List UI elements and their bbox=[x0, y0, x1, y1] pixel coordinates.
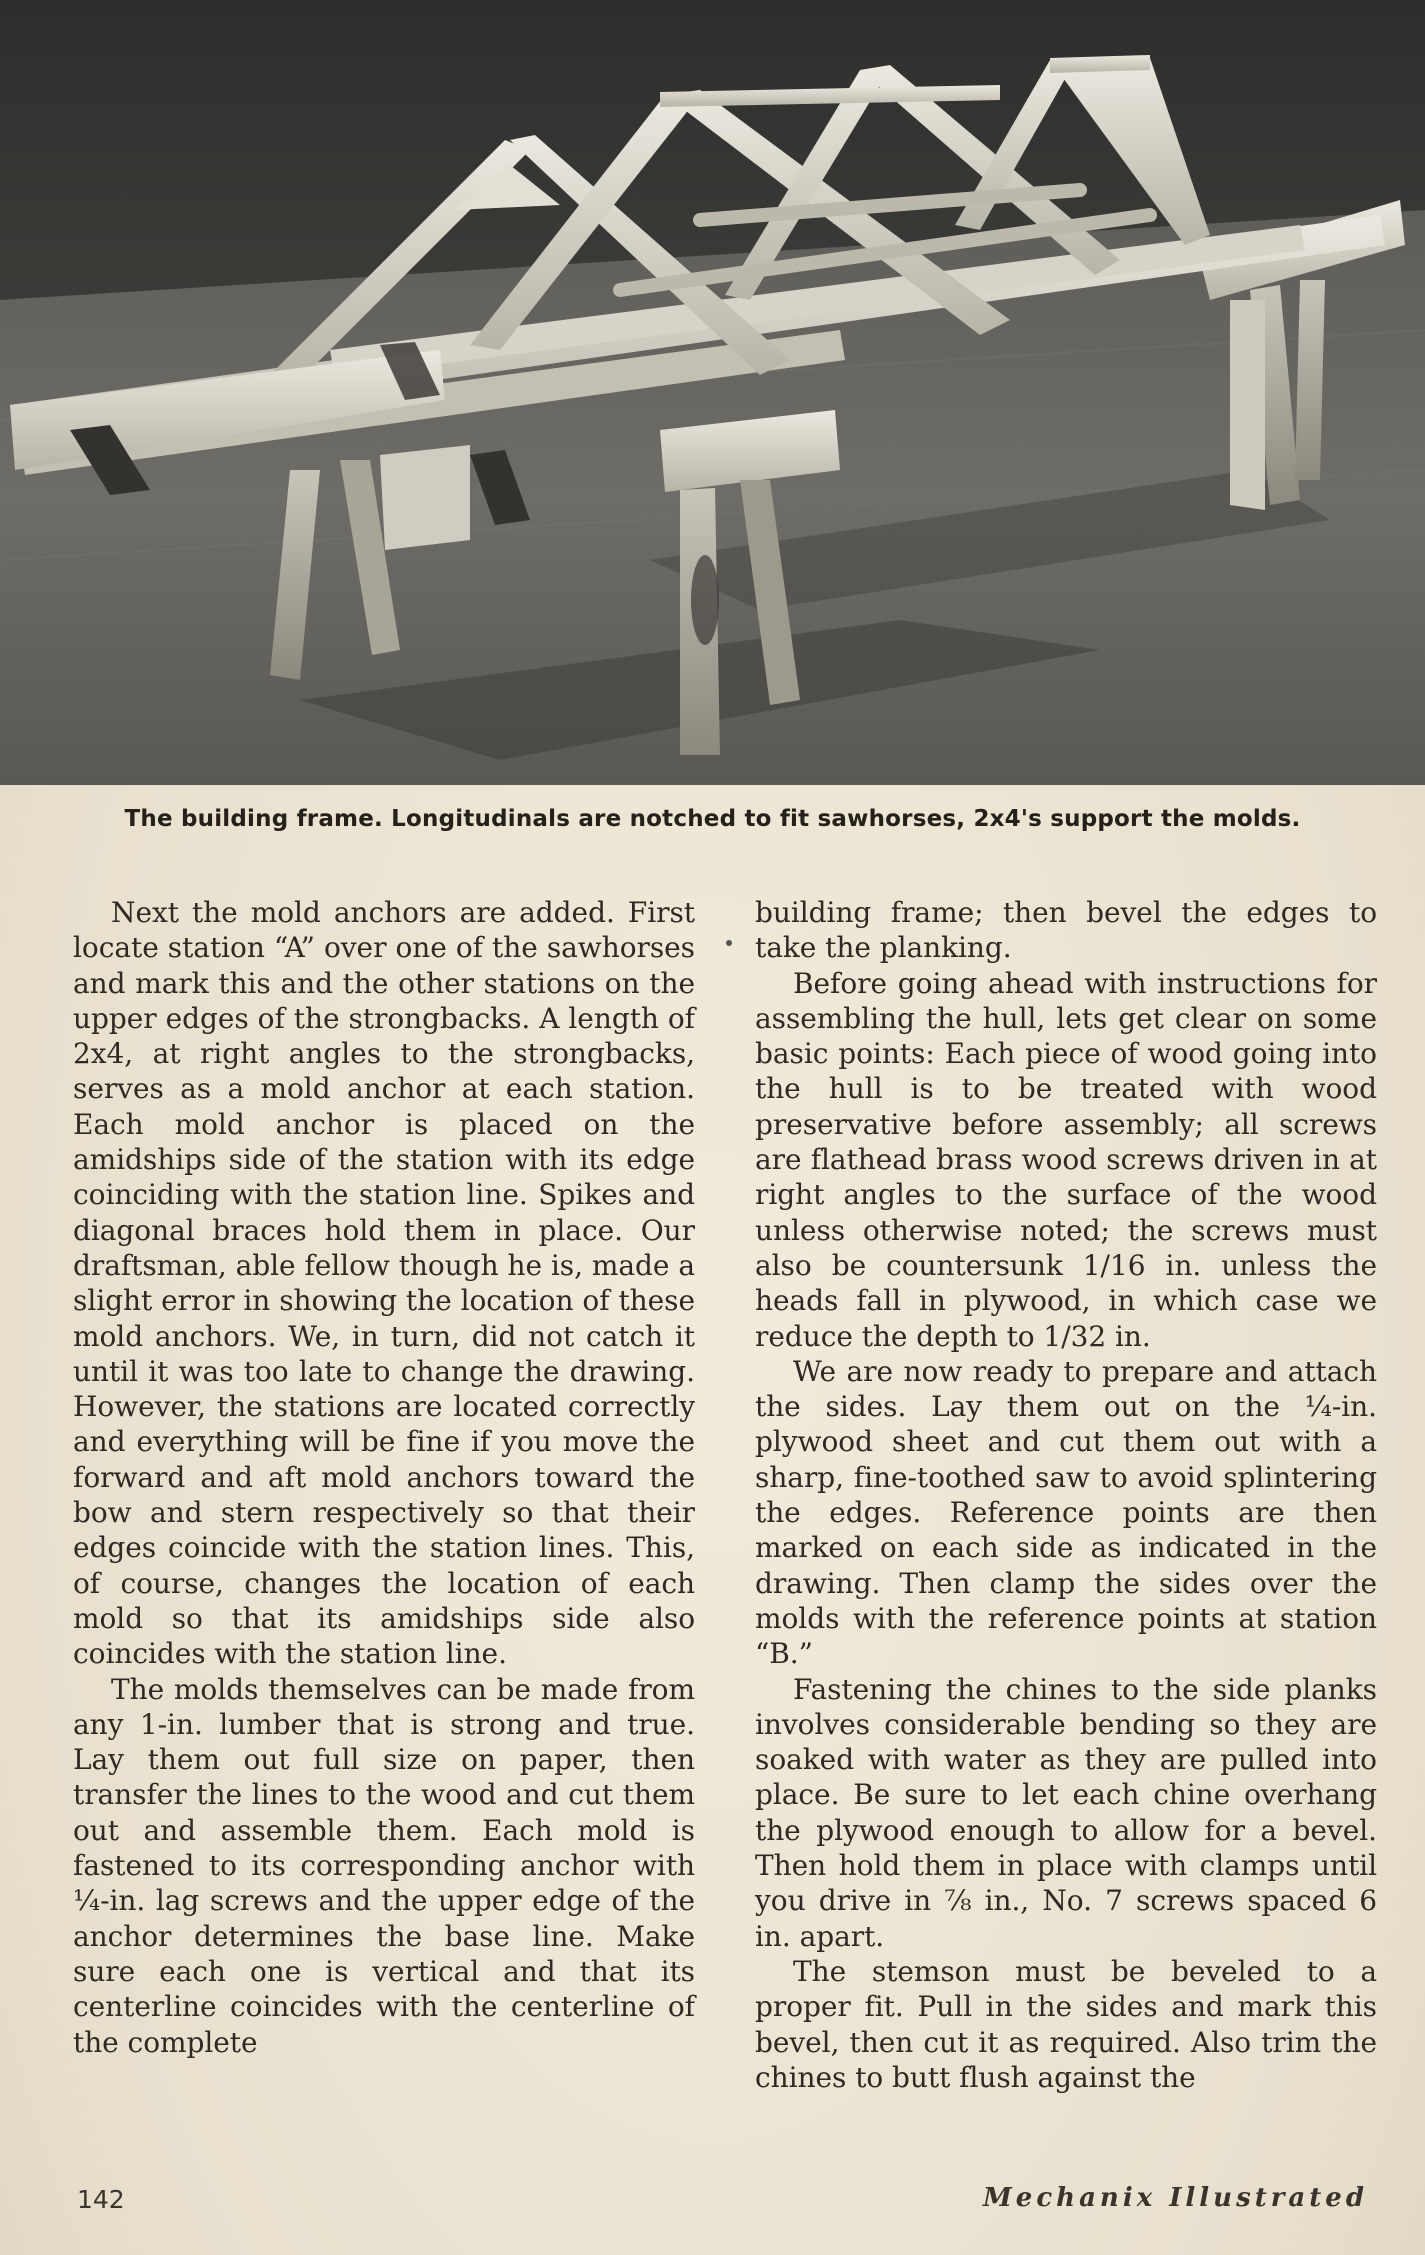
building-frame-photo bbox=[0, 0, 1425, 785]
paragraph-continuation: building frame; then bevel the edges to take the planking. bbox=[755, 896, 1377, 965]
paragraph-sides: We are now ready to prepare and attach the sides. Lay them out on the ¼-in. plywood sheet and cut them out with a sharp, fine-toothed saw to avoid splintering the edges. Reference points are then marked on each side as indicated in the drawing. Then clamp the sides over the molds with the reference points at station “B.” bbox=[755, 1354, 1377, 1671]
photo-illustration bbox=[0, 0, 1425, 785]
paragraph-mold-anchors: Next the mold anchors are added. First locate station “A” over one of the sawhorses and mark this and the other stations on the upper edges of the strongbacks. A length of 2x4, at right angles to the strongbacks, serves as a mold anchor at each station. Each mold anchor is placed on the amidships side of the station with its edge coinciding with the station line. Spikes and diagonal braces hold them in place. Our draftsman, able fellow though he is, made a slight error in showing the location of these mold anchors. We, in turn, did not catch it until it was too late to change the drawing. However, the stations are located correctly and everything will be fine if you move the forward and aft mold anchors toward the bow and stern respectively so that their edges coincide with the station lines. This, of course, changes the location of each mold so that its amidships side also coincides with the station line. bbox=[73, 896, 695, 1671]
paragraph-stemson: The stemson must be beveled to a proper fit. Pull in the sides and mark this bevel, then cut it as required. Also trim the chines to butt flush against the bbox=[755, 1954, 1377, 2094]
left-column bbox=[73, 895, 695, 2060]
paragraph-molds: The molds themselves can be made from any 1-in. lumber that is strong and true. Lay them out full size on paper, then transfer the lines to the wood and cut them out and assemble them. Each mold is fastened to its corresponding anchor with ¼-in. lag screws and the upper edge of the anchor determines the base line. Make sure each one is vertical and that its centerline coincides with the centerline of the complete bbox=[73, 1672, 695, 2059]
print-speck bbox=[726, 940, 732, 946]
right-column bbox=[755, 895, 1377, 2095]
paragraph-basic-points: Before going ahead with instructions for assembling the hull, lets get clear on some basic points: Each piece of wood going into the hull is to be treated with wood preservative before assembly; all screws are flathead brass wood screws driven in at right angles to the surface of the wood unless otherwise noted; the screws must also be countersunk 1/16 in. unless the heads fall in plywood, in which case we reduce the depth to 1/32 in. bbox=[755, 966, 1377, 1353]
photo-caption: The building frame. Longitudinals are notched to fit sawhorses, 2x4's support the molds. bbox=[124, 806, 1301, 832]
paragraph-chines: Fastening the chines to the side planks involves considerable bending so they are soaked with water as they are pulled into place. Be sure to let each chine overhang the plywood enough to allow for a bevel. Then hold them in place with clamps until you drive in ⅞ in., No. 7 screws spaced 6 in. apart. bbox=[755, 1672, 1377, 1953]
magazine-title: Mechanix Illustrated bbox=[983, 2183, 1368, 2213]
page-number: 142 bbox=[77, 2185, 125, 2214]
